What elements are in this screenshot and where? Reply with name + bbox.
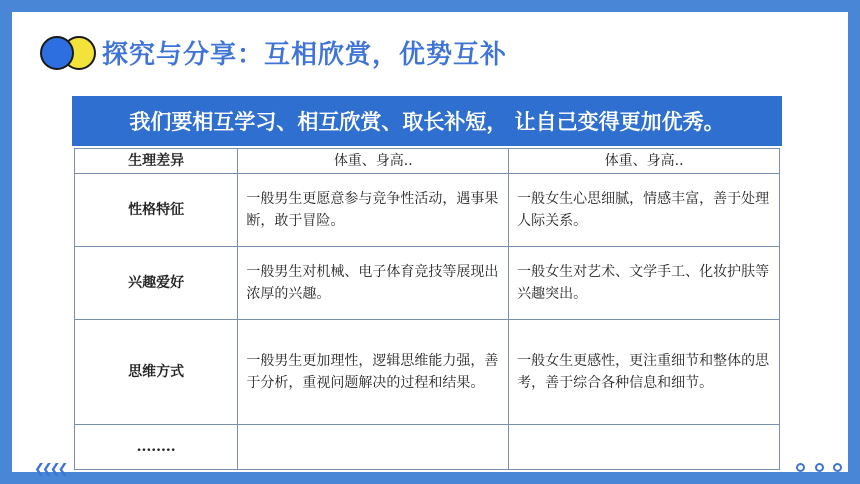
male-cell: 一般男生对机械、电子体育竞技等展现出浓厚的兴趣。: [238, 247, 509, 320]
row-label: 思维方式: [75, 320, 238, 425]
header-cell-female: 体重、身高..: [509, 149, 780, 174]
blue-circle-icon: [40, 36, 74, 70]
female-cell: 一般女生对艺术、文学手工、化妆护肤等兴趣突出。: [509, 247, 780, 320]
row-label: ........: [75, 425, 238, 470]
row-label: 性格特征: [75, 174, 238, 247]
row-label: 兴趣爱好: [75, 247, 238, 320]
female-cell: [509, 425, 780, 470]
male-cell: [238, 425, 509, 470]
dot-icon: [796, 463, 805, 472]
female-cell: 一般女生更感性，更注重细节和整体的思考，善于综合各种信息和细节。: [509, 320, 780, 425]
dot-icon: [833, 463, 842, 472]
male-cell: 一般男生更愿意参与竞争性活动，遇事果断，敢于冒险。: [238, 174, 509, 247]
gender-differences-table: [74, 148, 780, 470]
header-cell-category: 生理差异: [75, 149, 238, 174]
footer-divider: [90, 472, 658, 474]
table-row: [75, 425, 780, 470]
two-circles-icon: [38, 36, 96, 70]
key-message-banner: 我们要相互学习、相互欣赏、取长补短， 让自己变得更加优秀。: [72, 96, 782, 146]
page-title: 探究与分享：互相欣赏，优势互补: [102, 40, 508, 70]
table-row: [75, 247, 780, 320]
table-row: [75, 320, 780, 425]
dot-icon: [815, 463, 824, 472]
female-cell: 一般女生心思细腻，情感丰富，善于处理人际关系。: [509, 174, 780, 247]
chevron-left-icon: ❮❮❮❮: [34, 462, 66, 477]
three-dots-icon: [796, 463, 842, 472]
table-header-row: [75, 149, 780, 174]
male-cell: 一般男生更加理性，逻辑思维能力强，善于分析，重视问题解决的过程和结果。: [238, 320, 509, 425]
header-cell-male: 体重、身高..: [238, 149, 509, 174]
table-row: [75, 174, 780, 247]
